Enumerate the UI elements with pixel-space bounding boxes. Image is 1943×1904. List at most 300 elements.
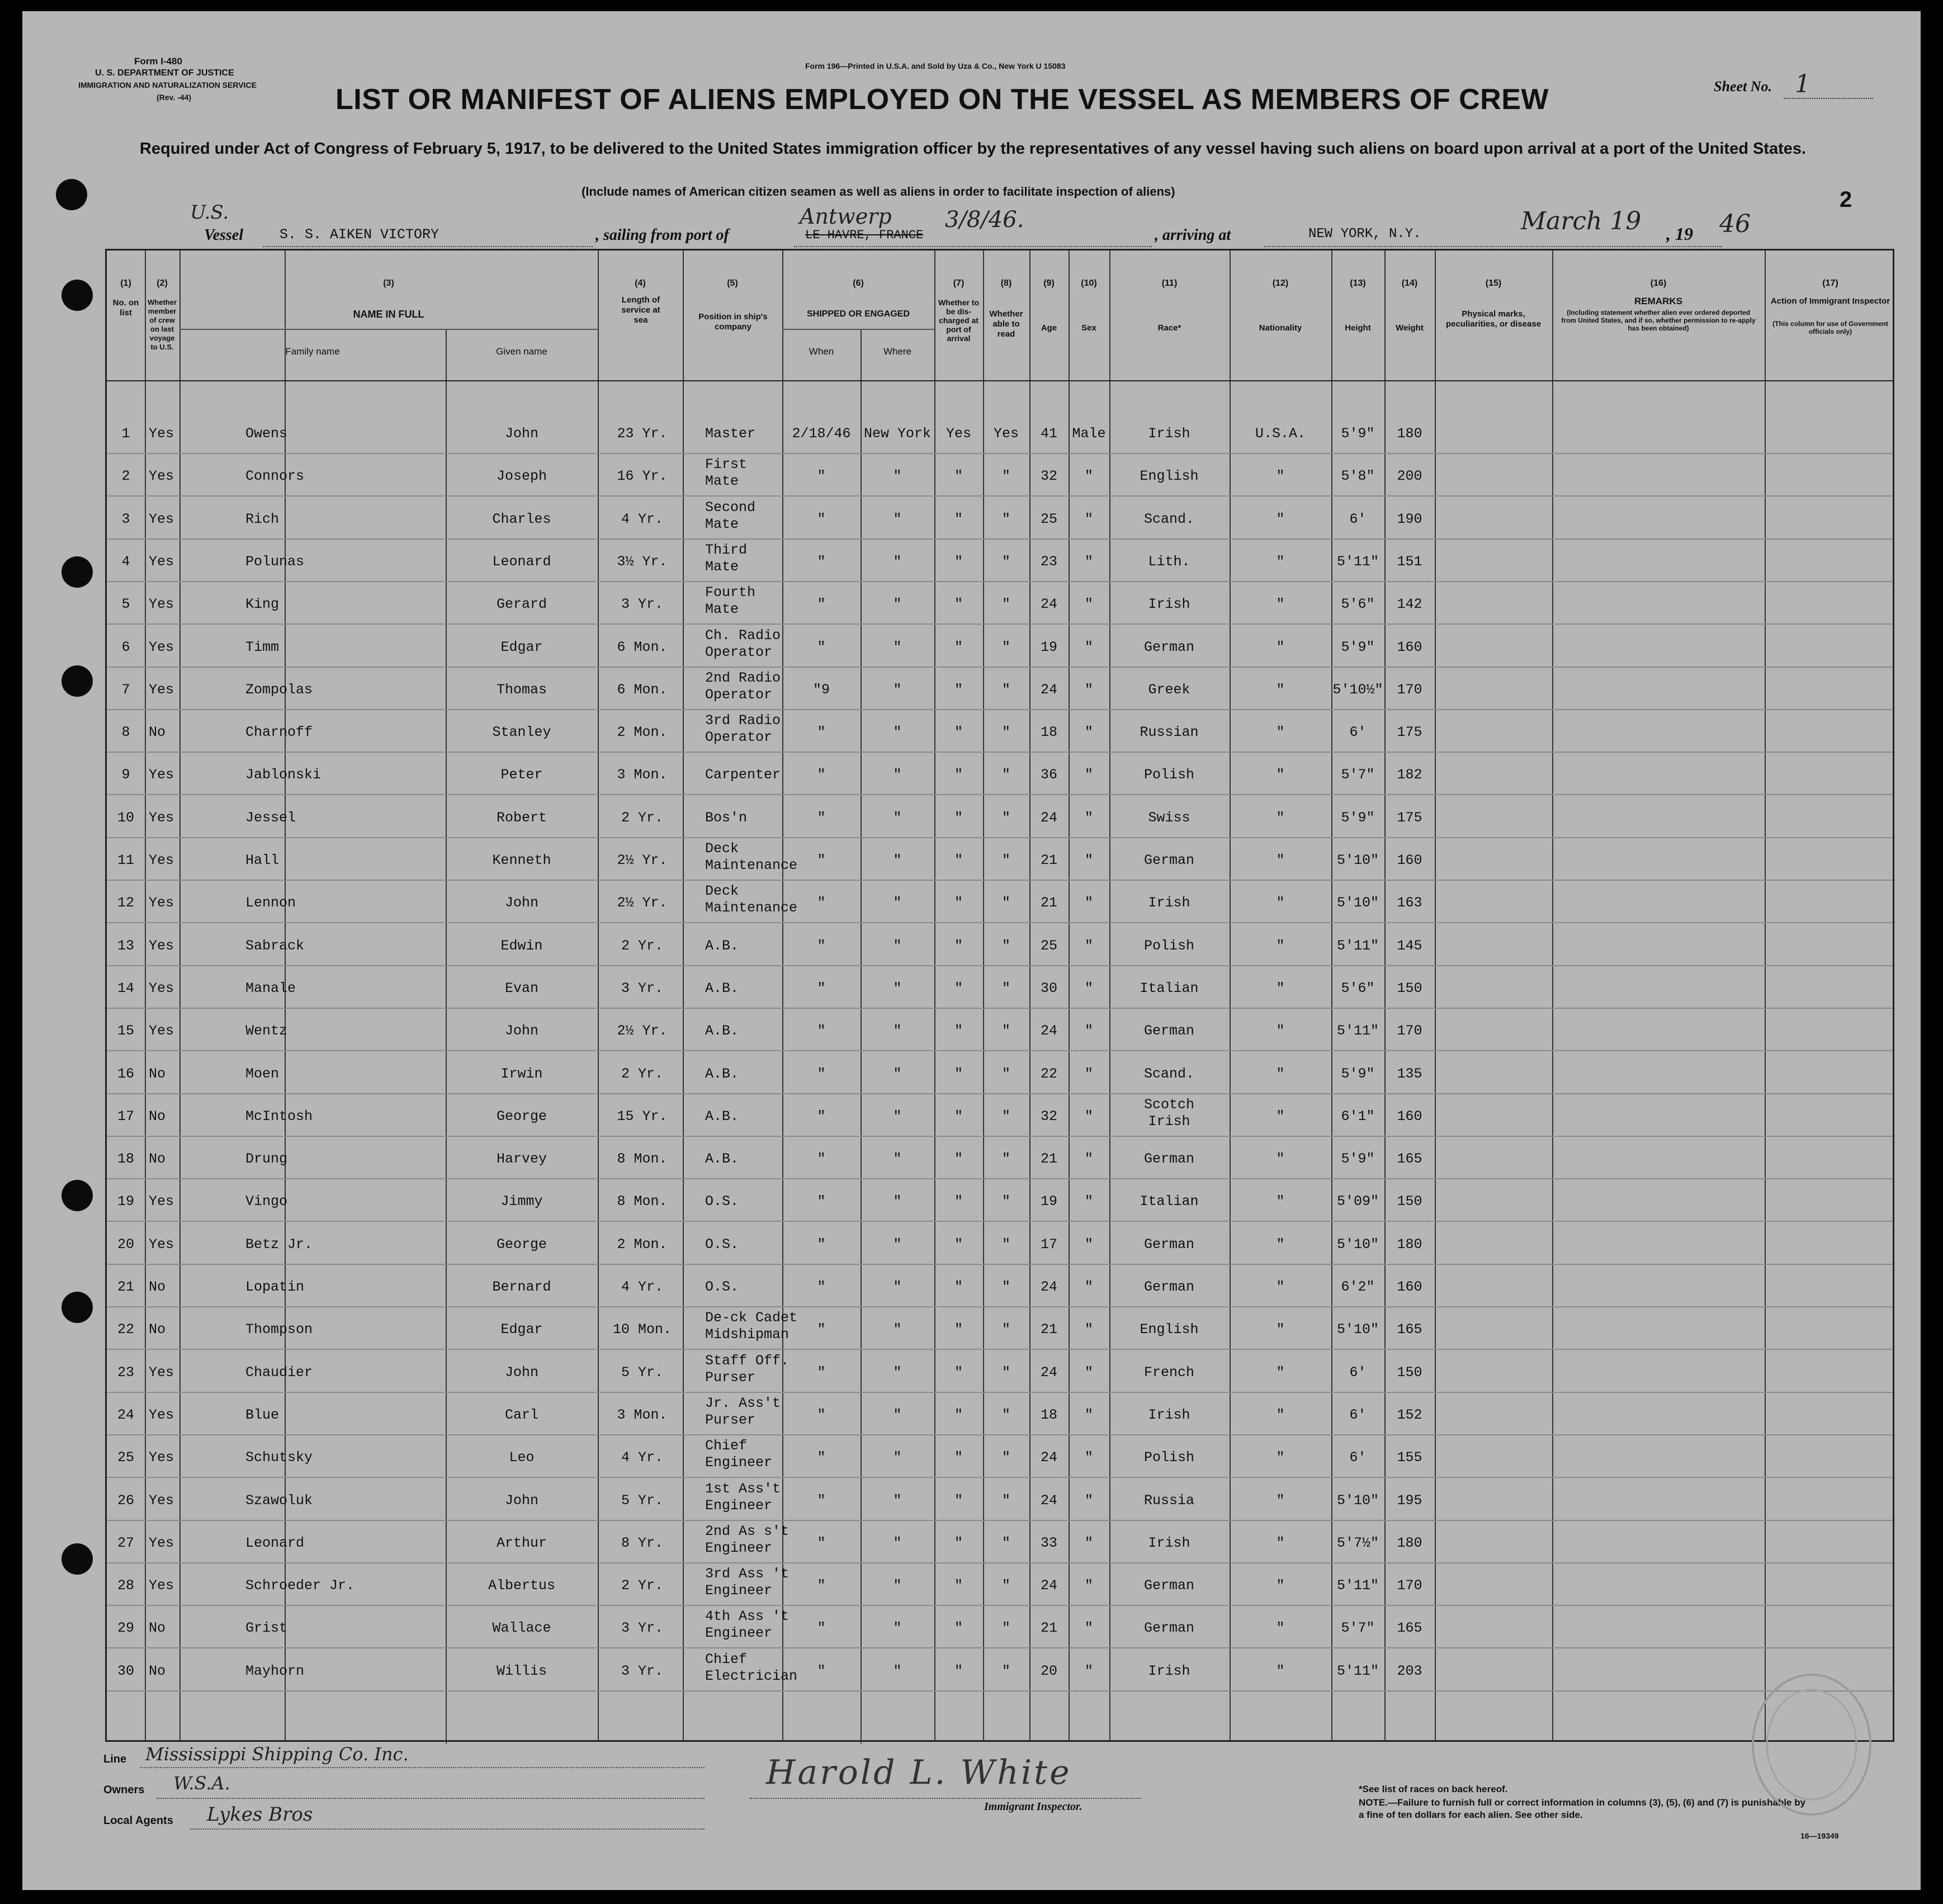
cell-read: " [1001,1364,1010,1381]
cell-weight: 160 [1397,852,1422,868]
cell-no: 1 [121,426,130,442]
cell-nat: " [1276,1534,1285,1551]
cell-position: O.S. [705,1236,739,1253]
cell-read: " [1001,1023,1010,1040]
row-rule [107,1477,1893,1478]
cell-weight: 180 [1397,1534,1422,1551]
cell-read: " [1001,1662,1010,1679]
row-rule [107,1434,1893,1435]
cell-where: " [893,511,902,527]
cell-given: John [504,895,538,911]
vessel-prefix: U.S. [190,201,229,224]
owners-value: W.S.A. [173,1773,230,1794]
cell-service: 4 Yr. [621,1279,663,1295]
cell-last: Yes [149,1577,174,1594]
cell-when: " [817,1620,826,1637]
col-number: (9) [1043,278,1055,288]
cell-when: " [817,1492,826,1509]
cell-race: Scand. [1143,1065,1194,1082]
col-head-no: No. on list [112,298,139,318]
cell-given: John [504,426,538,442]
cell-last: Yes [149,852,174,868]
cell-weight: 170 [1397,1577,1422,1594]
col-head-position: Position in ship's company [698,312,768,332]
cell-height: 5'10" [1336,1321,1379,1338]
cell-where: " [893,937,902,954]
cell-read: " [1001,596,1010,613]
col-head-height: Height [1345,323,1371,333]
row-rule [107,581,1893,582]
cell-race: Irish [1148,895,1190,911]
cell-disch: " [954,681,963,698]
cell-where: " [893,1151,902,1168]
cell-service: 2 Yr. [621,937,663,954]
cell-disch: " [954,596,963,613]
cell-sex: " [1084,937,1093,954]
cell-height: 5'7" [1341,1620,1375,1637]
row-rule [107,1093,1893,1094]
cell-position: Chief Engineer [705,1438,773,1471]
cell-when: " [817,1236,826,1253]
cell-position: O.S. [705,1193,739,1210]
cell-given: Thomas [496,681,547,698]
cell-given: Bernard [492,1279,551,1295]
port-struck: LE HAVRE, FRANCE [805,228,924,242]
cell-weight: 155 [1397,1449,1422,1466]
row-rule [107,1050,1893,1051]
cell-given: Leonard [492,553,551,570]
cell-weight: 170 [1397,1023,1422,1040]
line-label: Line [103,1753,127,1765]
cell-age: 21 [1040,1151,1057,1168]
punch-hole [62,1180,93,1211]
cell-age: 25 [1040,937,1057,954]
cell-given: George [496,1236,547,1253]
cell-height: 5'9" [1341,426,1375,442]
row-rule [107,1392,1893,1393]
cell-position: 3rd Ass 't Engineer [705,1566,790,1599]
cell-disch: Yes [946,426,971,442]
cell-disch: " [954,553,963,570]
sheet-number: 1 [1795,70,1810,98]
cell-nat: " [1276,1406,1285,1423]
cell-last: No [149,1620,166,1637]
cell-no: 6 [121,639,130,655]
col-head-last-voyage: Whether member of crew on last voyage to U.S. [148,298,177,351]
cell-nat: " [1276,639,1285,655]
cell-position: First Mate [705,456,748,490]
cell-when: " [817,639,826,655]
cell-last: Yes [149,553,174,570]
cell-last: Yes [149,1236,174,1253]
cell-age: 24 [1040,596,1057,613]
cell-weight: 170 [1397,681,1422,698]
cell-service: 8 Mon. [617,1193,668,1210]
cell-disch: " [954,1279,963,1295]
cell-when: " [817,1364,826,1381]
cell-read: " [1001,937,1010,954]
row-rule [107,1647,1893,1648]
cell-weight: 150 [1397,1193,1422,1210]
cell-nat: " [1276,724,1285,741]
cell-no: 4 [121,553,130,570]
cell-height: 5'6" [1341,980,1375,996]
cell-service: 3 Yr. [621,596,663,613]
cell-family: Chaudier [245,1364,313,1381]
cell-weight: 135 [1397,1065,1422,1082]
cell-family: Wentz [245,1023,288,1040]
cell-read: " [1001,1279,1010,1295]
cell-height: 5'7½" [1336,1534,1379,1551]
cell-sex: " [1084,767,1093,783]
cell-service: 3 Yr. [621,980,663,996]
cell-race: Irish [1148,1534,1190,1551]
cell-age: 32 [1040,1108,1057,1125]
cell-family: Blue [245,1406,280,1423]
inspector-label: Immigrant Inspector. [984,1801,1082,1813]
cell-position: 3rd Radio Operator [705,712,781,746]
cell-age: 24 [1040,1364,1057,1381]
cell-nat: " [1276,895,1285,911]
cell-weight: 151 [1397,553,1422,570]
cell-when: " [817,511,826,527]
cell-last: No [149,1662,166,1679]
cell-height: 6' [1349,1449,1367,1466]
cell-nat: " [1276,937,1285,954]
cell-read: " [1001,1151,1010,1168]
cell-position: Carpenter [705,767,781,783]
cell-last: Yes [149,895,174,911]
punch-hole [62,1543,93,1575]
col-number: (12) [1272,278,1289,288]
col-number: (10) [1081,278,1097,288]
cell-race: German [1143,1279,1194,1295]
vessel-name: S. S. AIKEN VICTORY [280,226,439,243]
cell-age: 17 [1040,1236,1057,1253]
cell-given: Edgar [500,1321,543,1338]
cell-sex: " [1084,468,1093,485]
cell-where: " [893,1236,902,1253]
cell-where: " [893,852,902,868]
cell-where: " [893,767,902,783]
cell-sex: " [1084,809,1093,826]
cell-position: Fourth Mate [705,584,756,618]
cell-sex: " [1084,1023,1093,1040]
cell-nat: " [1276,1065,1285,1082]
cell-read: " [1001,468,1010,485]
cell-last: Yes [149,980,174,996]
cell-nat: " [1276,1236,1285,1253]
col-number: (15) [1485,278,1502,288]
cell-sex: " [1084,980,1093,996]
cell-when: " [817,1065,826,1082]
cell-where: " [893,1023,902,1040]
col-number: (4) [635,278,646,288]
cell-weight: 160 [1397,639,1422,655]
cell-no: 17 [117,1108,134,1125]
cell-height: 5'9" [1341,1065,1375,1082]
cell-disch: " [954,1065,963,1082]
cell-when: " [817,553,826,570]
cell-race: English [1140,1321,1199,1338]
cell-when: " [817,937,826,954]
cell-service: 2 Yr. [621,809,663,826]
cell-disch: " [954,1662,963,1679]
cell-when: " [817,1193,826,1210]
col-head-action-sub: (This column for use of Government officials only) [1772,320,1888,336]
cell-service: 2 Yr. [621,1577,663,1594]
cell-last: Yes [149,468,174,485]
cell-no: 9 [121,767,130,783]
cell-height: 6'1" [1341,1108,1375,1125]
cell-position: A.B. [705,1108,739,1125]
cell-read: " [1001,1620,1010,1637]
cell-height: 6' [1349,1406,1367,1423]
cell-family: Charnoff [245,724,313,741]
cell-read: " [1001,639,1010,655]
cell-family: Connors [245,468,305,485]
cell-nat: " [1276,1321,1285,1338]
cell-height: 5'8" [1341,468,1375,485]
cell-weight: 195 [1397,1492,1422,1509]
cell-given: Irwin [500,1065,543,1082]
cell-disch: " [954,639,963,655]
cell-no: 28 [117,1577,134,1594]
cell-race: Italian [1140,980,1199,996]
col-number: (8) [1000,278,1012,288]
cell-nat: " [1276,1449,1285,1466]
cell-read: " [1001,980,1010,996]
cell-position: 2nd As s't Engineer [705,1523,790,1556]
cell-weight: 180 [1397,1236,1422,1253]
cell-family: Betz Jr. [245,1236,313,1253]
cell-family: Thompson [245,1321,313,1338]
cell-disch: " [954,724,963,741]
cell-position: Third Mate [705,541,748,575]
arriving-underline [1264,246,1722,247]
col-head-service: Length of service at sea [621,295,660,325]
cell-disch: " [954,1492,963,1509]
cell-where: " [893,1492,902,1509]
cell-read: " [1001,767,1010,783]
cell-disch: " [954,852,963,868]
instruction-note: (Include names of American citizen seamen as well as aliens in order to facilitate inspection of aliens) [582,185,1175,199]
cell-weight: 165 [1397,1620,1422,1637]
cell-position: Master [705,426,756,442]
cell-given: Gerard [496,596,547,613]
cell-when: " [817,596,826,613]
cell-age: 19 [1040,639,1057,655]
cell-sex: Male [1072,426,1106,442]
cell-read: " [1001,1108,1010,1125]
cell-when: " [817,724,826,741]
cell-where: " [893,1321,902,1338]
agents-underline [190,1829,705,1830]
cell-nat: U.S.A. [1255,426,1306,442]
cell-weight: 182 [1397,767,1422,783]
cell-disch: " [954,511,963,527]
cell-last: No [149,1065,166,1082]
cell-where: " [893,895,902,911]
cell-sex: " [1084,511,1093,527]
cell-read: " [1001,852,1010,868]
cell-no: 19 [117,1193,134,1210]
cell-when: "9 [812,681,830,698]
cell-when: " [817,1108,826,1125]
owners-underline [157,1798,705,1799]
cell-service: 8 Mon. [617,1151,668,1168]
cell-race: German [1143,1236,1194,1253]
cell-sex: " [1084,1151,1093,1168]
cell-no: 27 [117,1534,134,1551]
cell-given: Albertus [488,1577,556,1594]
port-handwritten: Antwerp [800,204,892,229]
row-rule [107,837,1893,838]
cell-family: Lennon [245,895,296,911]
printer-note: Form 196—Printed in U.S.A. and Sold by Uza & Co., New York U 15083 [805,62,1066,70]
cell-weight: 165 [1397,1321,1422,1338]
cell-last: Yes [149,681,174,698]
row-rule [107,1008,1893,1009]
cell-read: " [1001,724,1010,741]
cell-race: Polish [1143,1449,1194,1466]
cell-sex: " [1084,895,1093,911]
cell-disch: " [954,1321,963,1338]
row-rule [107,623,1893,625]
cell-family: Lopatin [245,1279,305,1295]
cell-nat: " [1276,1193,1285,1210]
cell-nat: " [1276,809,1285,826]
cell-last: No [149,1279,166,1295]
cell-service: 23 Yr. [617,426,668,442]
owners-label: Owners [103,1784,145,1796]
cell-age: 24 [1040,1279,1057,1295]
inspector-signature: Harold L. White [766,1753,1072,1792]
cell-nat: " [1276,1108,1285,1125]
cell-nat: " [1276,1023,1285,1040]
row-rule [107,752,1893,753]
cell-disch: " [954,1023,963,1040]
col-head-given: Given name [496,346,547,357]
cell-last: Yes [149,426,174,442]
col-number: (5) [727,278,738,288]
cell-no: 16 [117,1065,134,1082]
port-underline [794,246,1152,247]
cell-height: 5'7" [1341,767,1375,783]
cell-read: " [1001,681,1010,698]
cell-no: 3 [121,511,130,527]
cell-given: Edwin [500,937,543,954]
cell-race: Irish [1148,596,1190,613]
cell-when: " [817,852,826,868]
cell-service: 2 Mon. [617,724,668,741]
document-subtitle: Required under Act of Congress of February 5, 1917, to be delivered to the United States immigration officer by the representatives of any vessel having such aliens on board upon arrival at a port of the United States. [139,140,1807,158]
cell-nat: " [1276,681,1285,698]
cell-disch: " [954,937,963,954]
cell-disch: " [954,1449,963,1466]
cell-family: Drung [245,1151,288,1168]
cell-age: 25 [1040,511,1057,527]
vessel-label: Vessel [204,226,243,244]
cell-disch: " [954,980,963,996]
cell-service: 2½ Yr. [617,852,668,868]
cell-read: " [1001,895,1010,911]
cell-age: 36 [1040,767,1057,783]
cell-race: German [1143,1577,1194,1594]
cell-service: 15 Yr. [617,1108,668,1125]
cell-position: Deck Maintenance [705,883,798,916]
cell-no: 25 [117,1449,134,1466]
cell-no: 7 [121,681,130,698]
col-head-when: When [809,346,834,357]
cell-sex: " [1084,1534,1093,1551]
cell-where: New York [863,426,932,442]
cell-given: John [504,1364,538,1381]
cell-position: 2nd Radio Operator [705,669,781,703]
cell-service: 3½ Yr. [617,553,668,570]
arriving-label: , arriving at [1155,226,1231,244]
cell-read: " [1001,553,1010,570]
col-head-sex: Sex [1081,323,1096,333]
col-number: (1) [120,278,131,288]
cell-position: A.B. [705,980,739,996]
cell-when: " [817,1534,826,1551]
cell-where: " [893,681,902,698]
revision-note: (Rev. -44) [157,93,191,102]
cell-no: 11 [117,852,134,868]
cell-nat: " [1276,1492,1285,1509]
cell-when: " [817,1406,826,1423]
cell-nat: " [1276,980,1285,996]
cell-position: Ch. Radio Operator [705,627,781,660]
cell-sex: " [1084,639,1093,655]
cell-given: Peter [500,767,543,783]
cell-service: 2 Yr. [621,1065,663,1082]
cell-when: " [817,809,826,826]
cell-nat: " [1276,1620,1285,1637]
cell-when: " [817,1023,826,1040]
cell-disch: " [954,767,963,783]
cell-sex: " [1084,1065,1093,1082]
cell-where: " [893,1534,902,1551]
cell-service: 2½ Yr. [617,895,668,911]
col-number: (3) [383,278,394,288]
cell-service: 3 Mon. [617,767,668,783]
cell-last: Yes [149,937,174,954]
col-head-age: Age [1041,323,1057,333]
subheader-rule [179,329,598,330]
cell-when: " [817,468,826,485]
row-rule [107,1605,1893,1606]
cell-weight: 203 [1397,1662,1422,1679]
cell-nat: " [1276,596,1285,613]
cell-family: King [245,596,280,613]
cell-position: Chief Electrician [705,1651,798,1684]
cell-height: 5'10" [1336,1492,1379,1509]
sheet-label: Sheet No. [1714,78,1772,95]
row-rule [107,1349,1893,1350]
cell-where: " [893,1620,902,1637]
cell-height: 6' [1349,724,1367,741]
cell-family: Manale [245,980,296,996]
cell-weight: 150 [1397,1364,1422,1381]
cell-given: Jimmy [500,1193,543,1210]
cell-sex: " [1084,1321,1093,1338]
cell-age: 22 [1040,1065,1057,1082]
cell-nat: " [1276,1662,1285,1679]
page-number: 2 [1840,187,1852,212]
cell-position: 1st Ass't Engineer [705,1480,781,1514]
